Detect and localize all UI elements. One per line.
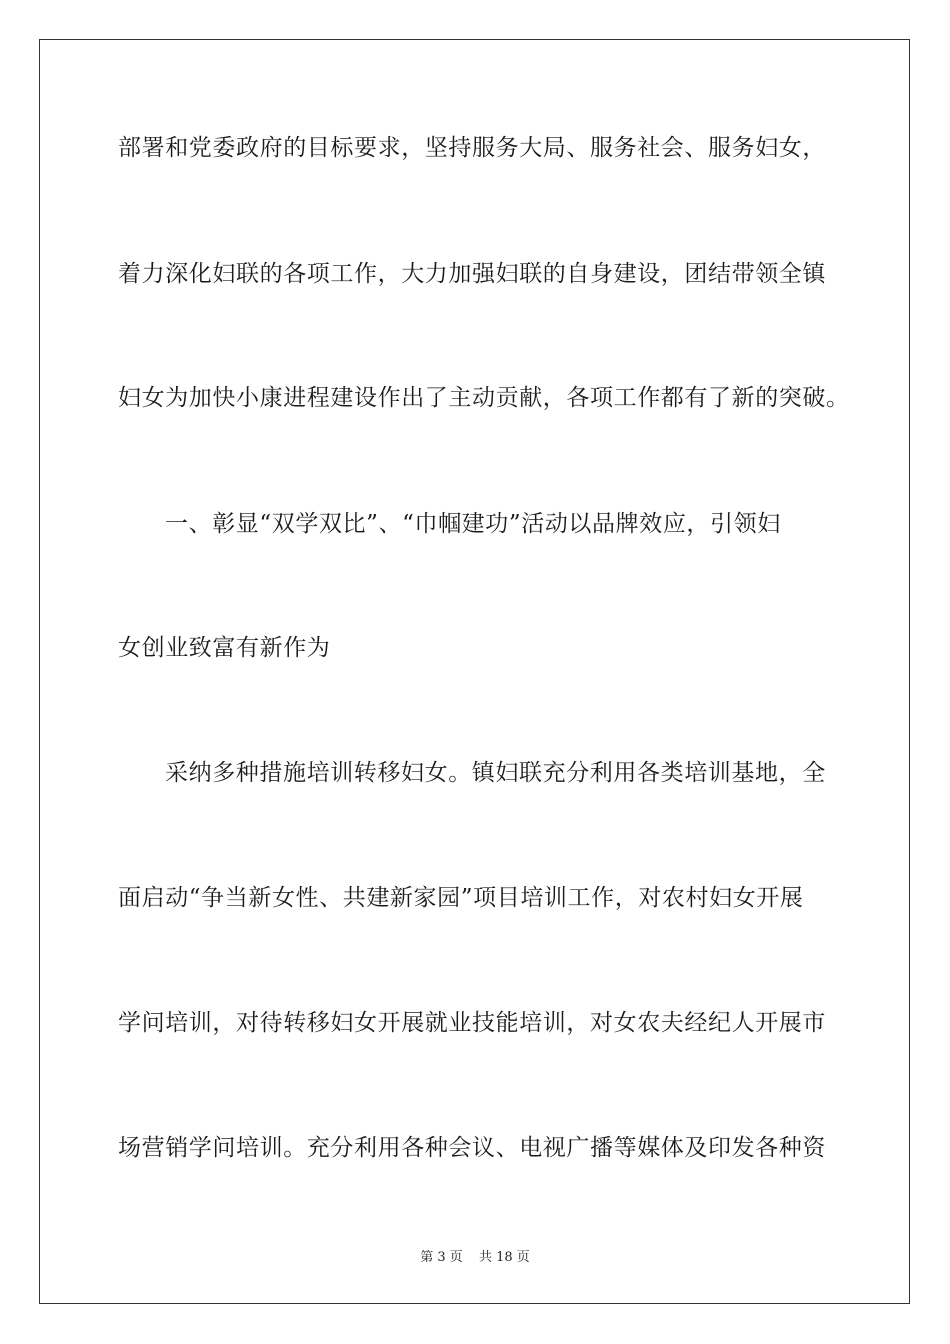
body-line-7: 面启动“争当新女性、共建新家园”项目培训工作，对农村妇女开展	[118, 885, 804, 911]
body-line-9: 场营销学问培训。充分利用各种会议、电视广播等媒体及印发各种资	[118, 1135, 826, 1161]
page-number: 第 3 页	[420, 1250, 463, 1265]
section-heading-line-2: 女创业致富有新作为	[118, 635, 331, 661]
body-line-8: 学问培训，对待转移妇女开展就业技能培训，对女农夫经纪人开展市	[118, 1010, 826, 1036]
page-border	[39, 39, 910, 1304]
body-line-1: 部署和党委政府的目标要求，坚持服务大局、服务社会、服务妇女，	[118, 135, 826, 161]
body-line-3: 妇女为加快小康进程建设作出了主动贡献，各项工作都有了新的突破。	[118, 385, 850, 411]
body-line-6: 采纳多种措施培训转移妇女。镇妇联充分利用各类培训基地，全	[165, 760, 826, 786]
total-pages: 共 18 页	[478, 1250, 530, 1265]
section-heading-line-1: 一、彰显“双学双比”、“巾帼建功”活动以品牌效应，引领妇	[165, 511, 781, 537]
page-footer	[0, 1246, 950, 1265]
body-line-2: 着力深化妇联的各项工作，大力加强妇联的自身建设，团结带领全镇	[118, 261, 826, 287]
